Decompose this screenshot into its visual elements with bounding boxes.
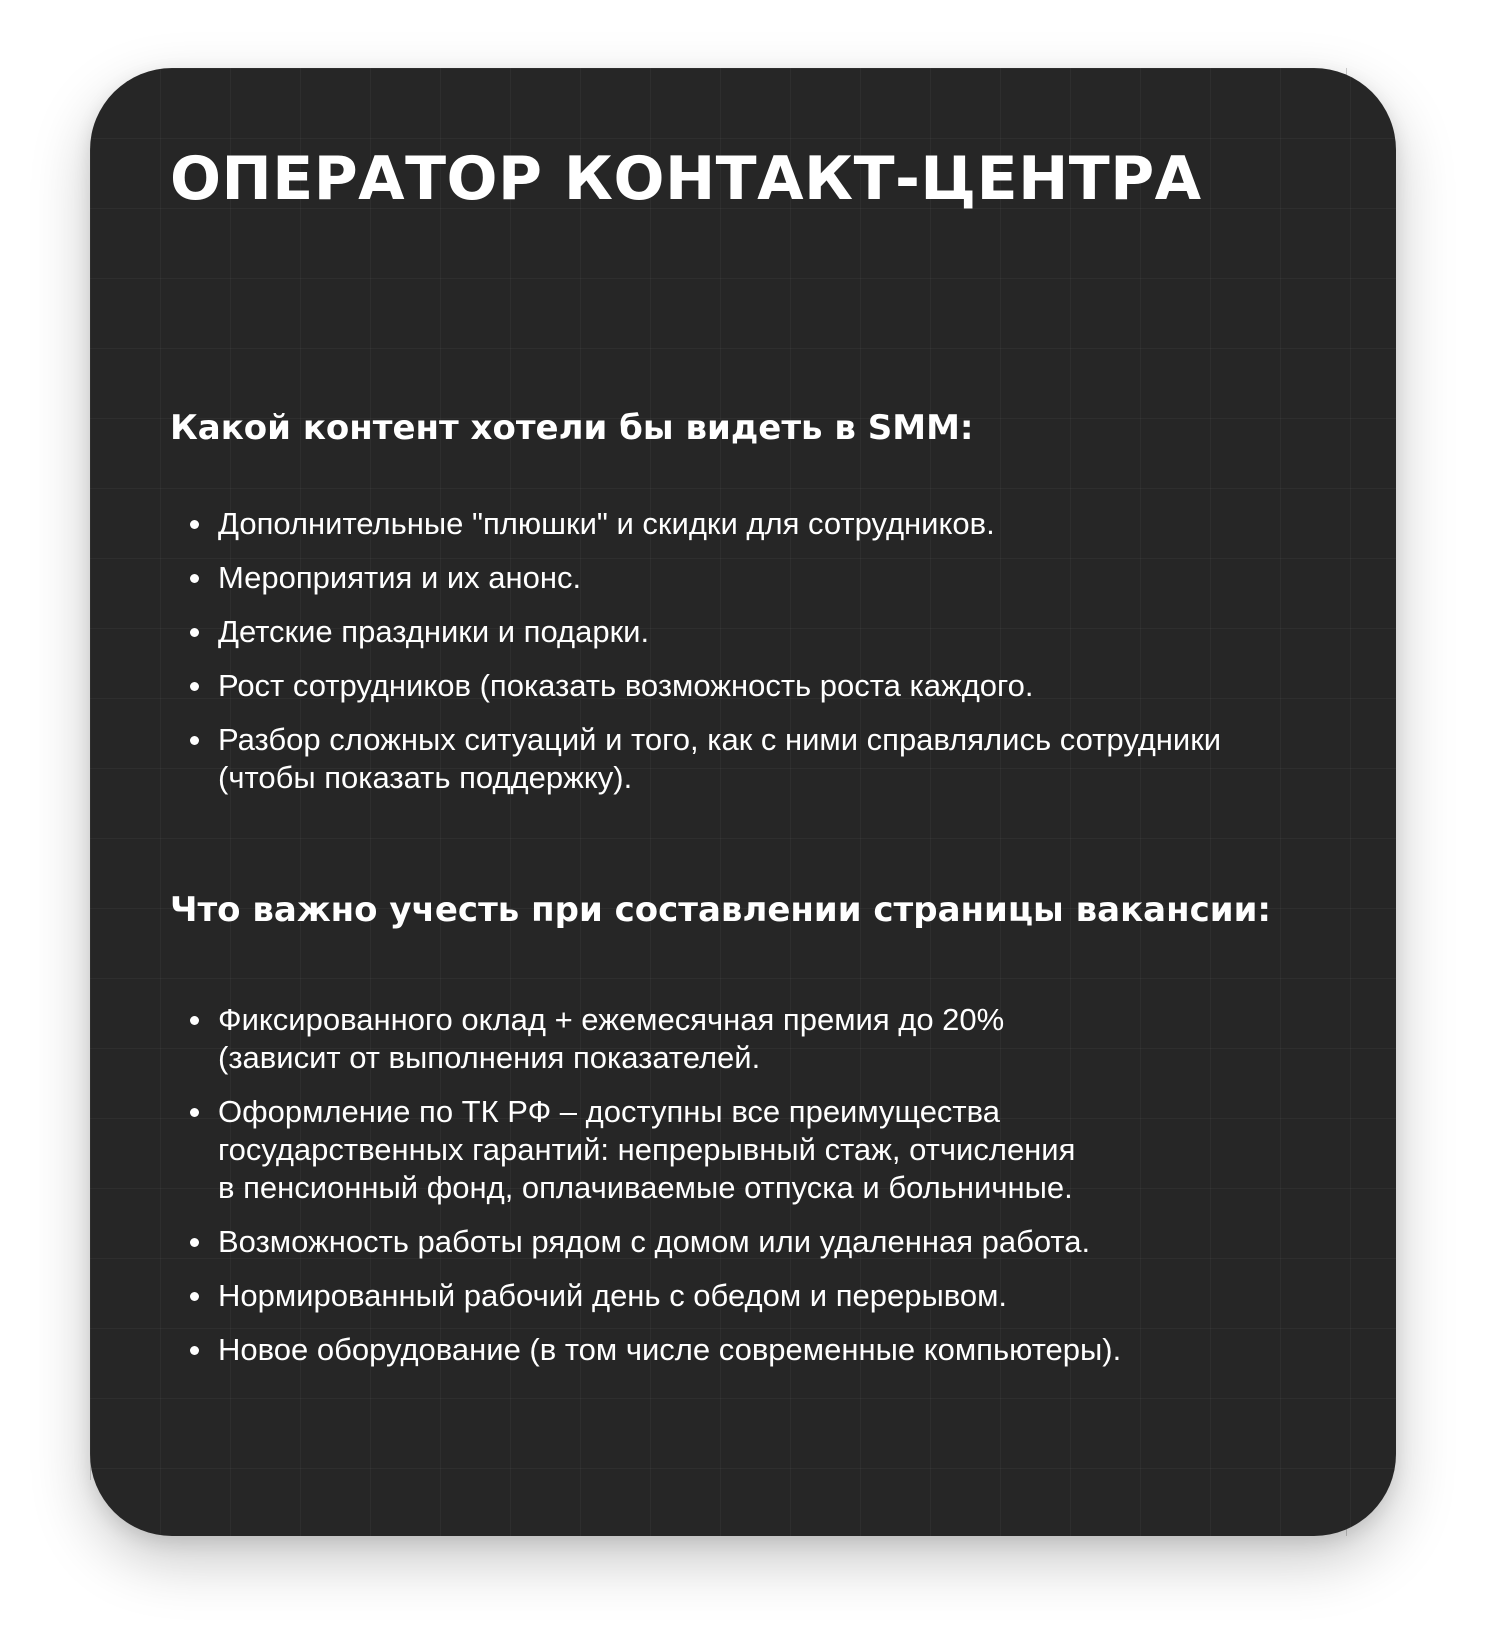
list-item-text: Дополнительные "плюшки" и скидки для сотрудников. [218, 505, 995, 541]
list-item [170, 613, 1336, 651]
bullet-icon [190, 1238, 199, 1247]
bullet-icon [190, 1292, 199, 1301]
bullet-icon [190, 682, 199, 691]
section-heading: Какой контент хотели бы видеть в SMM: [170, 408, 974, 448]
list-item [170, 1001, 1336, 1077]
section-heading: Что важно учесть при составлении страницы вакансии: [170, 890, 1271, 930]
bullet-icon [190, 574, 199, 583]
info-card [90, 68, 1396, 1536]
bullet-icon [190, 520, 199, 529]
vacancy-page-section [170, 890, 1336, 1385]
list-item [170, 1223, 1336, 1261]
list-item [170, 559, 1336, 597]
list-item-text: Оформление по ТК РФ – доступны все преимущества государственных гарантий: непрерывный стаж, отчисления в пенсионный фонд, оплачиваемые отпуска и больничные. [218, 1093, 1076, 1205]
list-item-text: Разбор сложных ситуаций и того, как с ними справлялись сотрудники (чтобы показать поддержку). [218, 721, 1222, 795]
card-title: ОПЕРАТОР КОНТАКТ-ЦЕНТРА [170, 144, 1202, 214]
list-item-text: Фиксированного оклад + ежемесячная премия до 20% (зависит от выполнения показателей. [218, 1001, 1005, 1075]
bullet-icon [190, 1108, 199, 1117]
list-item [170, 505, 1336, 543]
bullet-icon [190, 628, 199, 637]
list-item-text: Рост сотрудников (показать возможность роста каждого. [218, 667, 1034, 703]
list-item [170, 1331, 1336, 1369]
vacancy-page-list [170, 1001, 1336, 1369]
list-item-text: Детские праздники и подарки. [218, 613, 650, 649]
smm-content-list [170, 505, 1336, 797]
list-item [170, 667, 1336, 705]
list-item [170, 721, 1336, 797]
list-item-text: Возможность работы рядом с домом или удаленная работа. [218, 1223, 1091, 1259]
list-item [170, 1093, 1336, 1207]
list-item-text: Мероприятия и их анонс. [218, 559, 582, 595]
list-item [170, 1277, 1336, 1315]
smm-content-section [170, 408, 1336, 813]
bullet-icon [190, 1346, 199, 1355]
bullet-icon [190, 1016, 199, 1025]
bullet-icon [190, 736, 199, 745]
list-item-text: Новое оборудование (в том числе современные компьютеры). [218, 1331, 1122, 1367]
list-item-text: Нормированный рабочий день с обедом и перерывом. [218, 1277, 1008, 1313]
